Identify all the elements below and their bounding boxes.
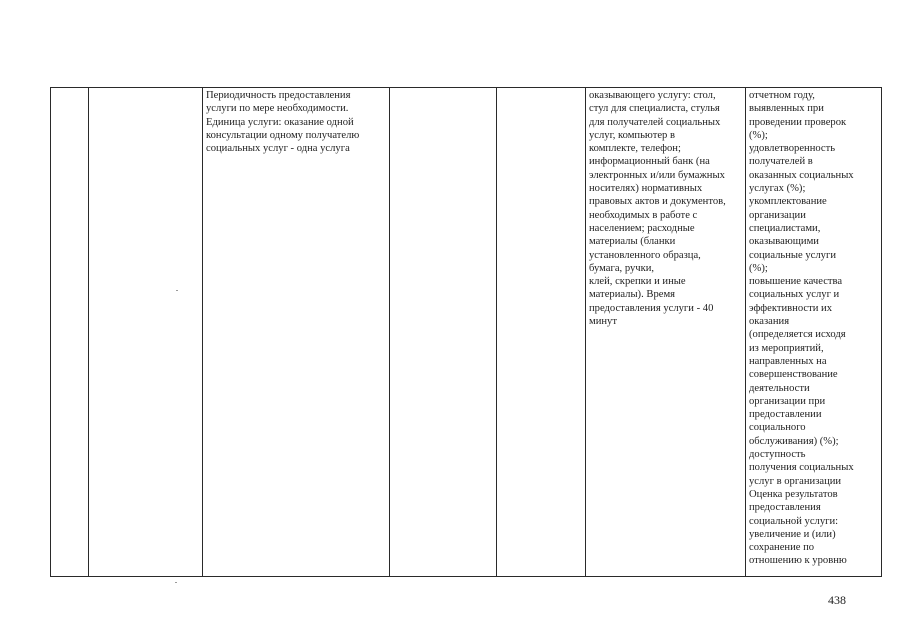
table-cell-col2 bbox=[89, 88, 203, 577]
table-row bbox=[51, 88, 882, 577]
table-cell-col3 bbox=[203, 88, 390, 577]
table-cell-col6 bbox=[586, 88, 746, 577]
service-periodicity-text: Периодичность предоставления услуги по мере необходимости. Единица услуги: оказание одной консультации одному получателю социальных услуг - одна услуга bbox=[206, 90, 360, 155]
page-number: 438 bbox=[828, 593, 846, 607]
table-cell-col5 bbox=[497, 88, 586, 577]
scan-artifact bbox=[176, 290, 178, 291]
scan-artifact bbox=[175, 582, 177, 583]
service-standard-table bbox=[50, 87, 882, 577]
quality-indicators-text: отчетном году, выявленных при проведении проверок (%); удовлетворенность получателей в оказанных социальных услугах (%); укомплектование организации специалистами, оказывающими социальные услуги (%); повышение качества социальных услуг и эффективности их оказания (определяется исходя из мероприятий, направленных на совершенствование деятельности организации при предоставлении социального обслуживания) (%); доступность получения социальных услуг в организации Оценка результатов предоставления социальной услуги: увеличение и (или) сохранение по отношению к уровню bbox=[749, 90, 854, 567]
service-conditions-text: оказывающего услугу: стол, стул для специалиста, стулья для получателей социальных услуг, компьютер в комплекте, телефон; информационный банк (на электронных и/или бумажных носителях) нормативных правовых актов и документов, необходимых в работе с населением; расходные материалы (бланки установленного образца, бумага, ручки, клей, скрепки и иные материалы). Время предоставления услуги - 40 минут bbox=[589, 90, 726, 328]
table-cell-col7 bbox=[746, 88, 882, 577]
table-cell-col1 bbox=[51, 88, 89, 577]
table-cell-col4 bbox=[390, 88, 497, 577]
